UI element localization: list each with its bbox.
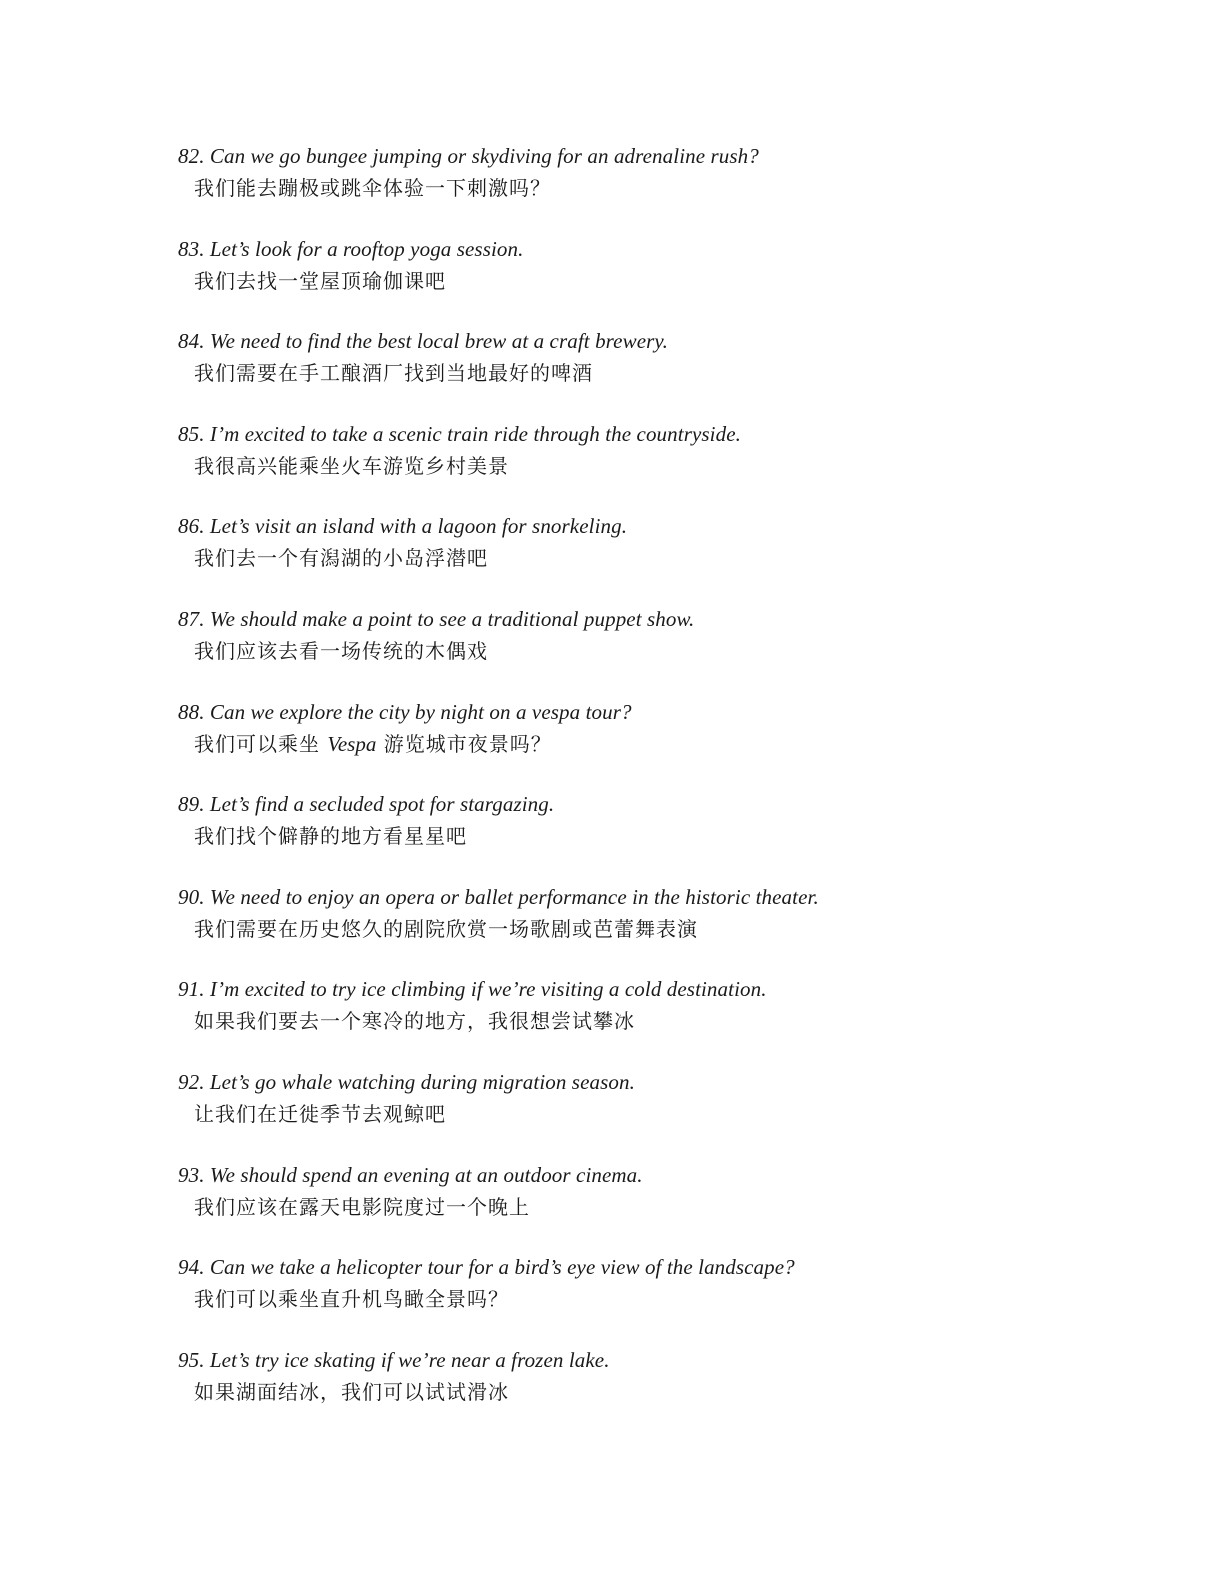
chinese-translation: 我很高兴能乘坐火车游览乡村美景 — [194, 453, 509, 478]
chinese-translation: 我们去找一堂屋顶瑜伽课吧 — [194, 268, 446, 293]
chinese-translation — [178, 729, 1158, 759]
chinese-translation: 如果我们要去一个寒冷的地方，我很想尝试攀冰 — [194, 1009, 635, 1034]
phrase-item-82 — [178, 142, 1158, 235]
phrase-item-93 — [178, 1161, 1158, 1254]
phrase-item-83 — [178, 235, 1158, 328]
english-sentence: 82. Can we go bungee jumping or skydiving for an adrenaline rush? — [178, 144, 759, 168]
chinese-translation: 如果湖面结冰，我们可以试试滑冰 — [194, 1379, 509, 1404]
english-sentence: 91. I’m excited to try ice climbing if we’re visiting a cold destination. — [178, 977, 767, 1002]
english-sentence: 87. We should make a point to see a traditional puppet show. — [178, 606, 695, 631]
phrase-item-87 — [178, 605, 1158, 698]
chinese-translation: 我们找个僻静的地方看星星吧 — [194, 824, 467, 849]
english-sentence: 84. We need to find the best local brew at a craft brewery. — [178, 329, 668, 354]
phrase-item-84 — [178, 327, 1158, 420]
phrase-item-90 — [178, 883, 1158, 976]
english-sentence: 83. Let’s look for a rooftop yoga session. — [178, 236, 524, 261]
chinese-translation: 我们需要在历史悠久的剧院欣赏一场歌剧或芭蕾舞表演 — [194, 916, 698, 941]
translation-part-post: 游览城市夜景吗？ — [376, 731, 552, 756]
phrase-item-95 — [178, 1346, 1158, 1439]
english-sentence: 86. Let’s visit an island with a lagoon for snorkeling. — [178, 514, 628, 539]
chinese-translation: 我们去一个有潟湖的小岛浮潜吧 — [194, 546, 488, 571]
chinese-translation: 我们可以乘坐直升机鸟瞰全景吗？ — [194, 1287, 509, 1312]
chinese-translation: 我们应该在露天电影院度过一个晚上 — [194, 1194, 530, 1219]
phrase-list — [178, 142, 1158, 1438]
phrase-item-89 — [178, 790, 1158, 883]
phrase-item-92 — [178, 1068, 1158, 1161]
chinese-translation: 我们应该去看一场传统的木偶戏 — [194, 638, 488, 663]
chinese-translation: 让我们在迁徙季节去观鲸吧 — [194, 1101, 446, 1126]
english-sentence: 85. I’m excited to take a scenic train ride through the countryside. — [178, 421, 741, 446]
phrase-item-91 — [178, 975, 1158, 1068]
translation-part-pre: 我们可以乘坐 — [194, 731, 328, 756]
english-sentence: 93. We should spend an evening at an outdoor cinema. — [178, 1162, 643, 1187]
english-sentence: 88. Can we explore the city by night on a vespa tour? — [178, 699, 632, 724]
english-sentence: 89. Let’s find a secluded spot for stargazing. — [178, 792, 555, 817]
english-sentence: 90. We need to enjoy an opera or ballet performance in the historic theater. — [178, 884, 819, 909]
english-sentence: 92. Let’s go whale watching during migration season. — [178, 1069, 635, 1094]
chinese-translation: 我们需要在手工酿酒厂找到当地最好的啤酒 — [194, 361, 593, 386]
phrase-item-85 — [178, 420, 1158, 513]
chinese-translation: 我们能去蹦极或跳伞体验一下刺激吗？ — [194, 176, 551, 200]
phrase-item-86 — [178, 512, 1158, 605]
phrase-item-88 — [178, 698, 1158, 791]
phrase-item-94 — [178, 1253, 1158, 1346]
brand-name-vespa: Vespa — [327, 731, 377, 756]
english-sentence: 94. Can we take a helicopter tour for a bird’s eye view of the landscape? — [178, 1255, 795, 1280]
english-sentence: 95. Let’s try ice skating if we’re near a frozen lake. — [178, 1347, 610, 1372]
